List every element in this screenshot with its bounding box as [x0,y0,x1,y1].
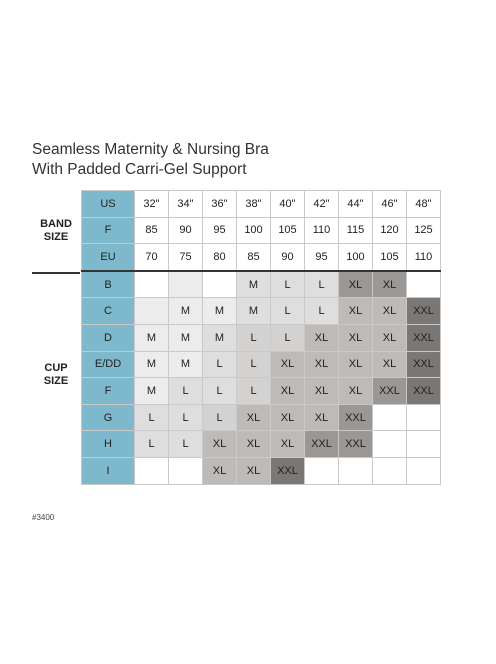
cup-row-i-cell [169,457,203,484]
cup-row-f-cell: M [135,378,169,405]
band-row-eu [82,244,441,271]
cup-row-d-cell: XXL [407,324,441,351]
band-row-us-cell: 44" [339,191,373,218]
band-row-us-cell: 48" [407,191,441,218]
cup-row-b-cell: L [305,271,339,298]
band-row-eu-cell: 110 [407,244,441,271]
cup-row-b-cell [135,271,169,298]
cup-row-d-label: D [82,324,135,351]
band-size-label-line1: BAND [40,218,72,230]
band-row-us [82,191,441,218]
cup-row-g-cell: L [135,404,169,431]
band-row-eu-cell: 90 [271,244,305,271]
cup-row-g-cell: XXL [339,404,373,431]
cup-size-label-line2: SIZE [43,375,69,387]
cup-row-e-dd-cell: XL [339,351,373,378]
band-row-us-cell: 36" [203,191,237,218]
band-row-us-cell: 42" [305,191,339,218]
cup-row-g-cell: XL [305,404,339,431]
cup-row-e-dd [82,351,441,378]
cup-row-i-cell [135,457,169,484]
band-row-eu-cell: 70 [135,244,169,271]
cup-row-b-cell: M [237,271,271,298]
band-size-label-line2: SIZE [43,231,69,243]
cup-row-f-label: F [82,378,135,405]
cup-row-g-cell: XL [271,404,305,431]
cup-row-e-dd-cell: M [135,351,169,378]
cup-row-d-cell: XL [305,324,339,351]
cup-row-i-cell: XXL [271,457,305,484]
title-line-1: Seamless Maternity & Nursing Bra [32,141,269,158]
band-row-us-cell: 46" [373,191,407,218]
cup-row-f-cell: XL [305,378,339,405]
band-row-f-label: F [82,217,135,244]
cup-row-h [82,431,441,458]
cup-row-h-cell: XL [203,431,237,458]
band-row-f-cell: 95 [203,217,237,244]
cup-row-h-cell [407,431,441,458]
band-row-eu-cell: 85 [237,244,271,271]
cup-row-g-cell [373,404,407,431]
cup-row-h-label: H [82,431,135,458]
cup-row-i-cell: XL [203,457,237,484]
cup-row-b-label: B [82,271,135,298]
cup-row-i [82,457,441,484]
cup-row-i-cell [339,457,373,484]
band-row-eu-cell: 105 [373,244,407,271]
cup-row-h-cell: XXL [305,431,339,458]
cup-row-b-cell: L [271,271,305,298]
cup-row-h-cell: XL [237,431,271,458]
cup-row-b-cell: XL [339,271,373,298]
band-row-f [82,217,441,244]
cup-row-d-cell: XL [373,324,407,351]
cup-row-g-cell [407,404,441,431]
cup-row-i-label: I [82,457,135,484]
cup-row-d-cell: XL [339,324,373,351]
cup-row-d-cell: L [271,324,305,351]
cup-row-b-cell [203,271,237,298]
cup-row-d-cell: M [169,324,203,351]
cup-row-g [82,404,441,431]
cup-row-i-cell: XL [237,457,271,484]
cup-row-c-cell: XL [373,298,407,325]
cup-row-c-cell: L [305,298,339,325]
cup-row-c-cell [135,298,169,325]
chart-title [32,140,269,180]
size-grid [81,190,441,485]
band-row-eu-label: EU [82,244,135,271]
band-row-us-cell: 38" [237,191,271,218]
cup-row-d [82,324,441,351]
cup-row-g-cell: L [169,404,203,431]
band-size-label [32,218,80,244]
cup-row-b [82,271,441,298]
cup-row-g-cell: L [203,404,237,431]
cup-row-f-cell: L [203,378,237,405]
size-chart [32,190,460,505]
cup-row-c-label: C [82,298,135,325]
cup-row-b-cell [169,271,203,298]
cup-row-c [82,298,441,325]
band-row-f-cell: 115 [339,217,373,244]
cup-row-i-cell [305,457,339,484]
cup-row-f [82,378,441,405]
cup-row-g-label: G [82,404,135,431]
cup-row-h-cell: XL [271,431,305,458]
band-row-eu-cell: 95 [305,244,339,271]
cup-row-e-dd-cell: XL [373,351,407,378]
title-line-2: With Padded Carri-Gel Support [32,161,247,178]
band-row-f-cell: 100 [237,217,271,244]
cup-row-f-cell: XXL [373,378,407,405]
band-row-eu-cell: 100 [339,244,373,271]
cup-row-e-dd-cell: M [169,351,203,378]
band-row-f-cell: 125 [407,217,441,244]
band-row-f-cell: 110 [305,217,339,244]
cup-row-h-cell [373,431,407,458]
cup-row-c-cell: L [271,298,305,325]
cup-row-f-cell: L [169,378,203,405]
band-row-eu-cell: 80 [203,244,237,271]
cup-row-h-cell: XXL [339,431,373,458]
band-row-f-cell: 85 [135,217,169,244]
cup-row-h-cell: L [135,431,169,458]
cup-row-c-cell: M [237,298,271,325]
cup-row-d-cell: L [237,324,271,351]
cup-row-f-cell: XL [271,378,305,405]
band-row-f-cell: 90 [169,217,203,244]
band-row-us-cell: 32" [135,191,169,218]
cup-row-e-dd-cell: XL [271,351,305,378]
cup-row-e-dd-cell: XXL [407,351,441,378]
cup-row-e-dd-label: E/DD [82,351,135,378]
cup-size-label-line1: CUP [44,362,68,374]
band-row-f-cell: 120 [373,217,407,244]
cup-row-b-cell [407,271,441,298]
cup-row-b-cell: XL [373,271,407,298]
band-row-us-label: US [82,191,135,218]
band-row-us-cell: 34" [169,191,203,218]
cup-row-g-cell: XL [237,404,271,431]
cup-row-f-cell: XL [339,378,373,405]
cup-row-h-cell: L [169,431,203,458]
cup-row-c-cell: XXL [407,298,441,325]
band-row-us-cell: 40" [271,191,305,218]
cup-size-label [32,362,80,388]
cup-row-f-cell: XXL [407,378,441,405]
cup-row-e-dd-cell: XL [305,351,339,378]
cup-row-c-cell: XL [339,298,373,325]
band-cup-divider [32,272,80,274]
band-row-f-cell: 105 [271,217,305,244]
band-row-eu-cell: 75 [169,244,203,271]
cup-row-e-dd-cell: L [237,351,271,378]
cup-row-c-cell: M [169,298,203,325]
cup-row-i-cell [407,457,441,484]
cup-row-c-cell: M [203,298,237,325]
cup-row-f-cell: L [237,378,271,405]
cup-row-e-dd-cell: L [203,351,237,378]
cup-row-d-cell: M [135,324,169,351]
cup-row-d-cell: M [203,324,237,351]
product-code: #3400 [32,513,55,522]
cup-row-i-cell [373,457,407,484]
